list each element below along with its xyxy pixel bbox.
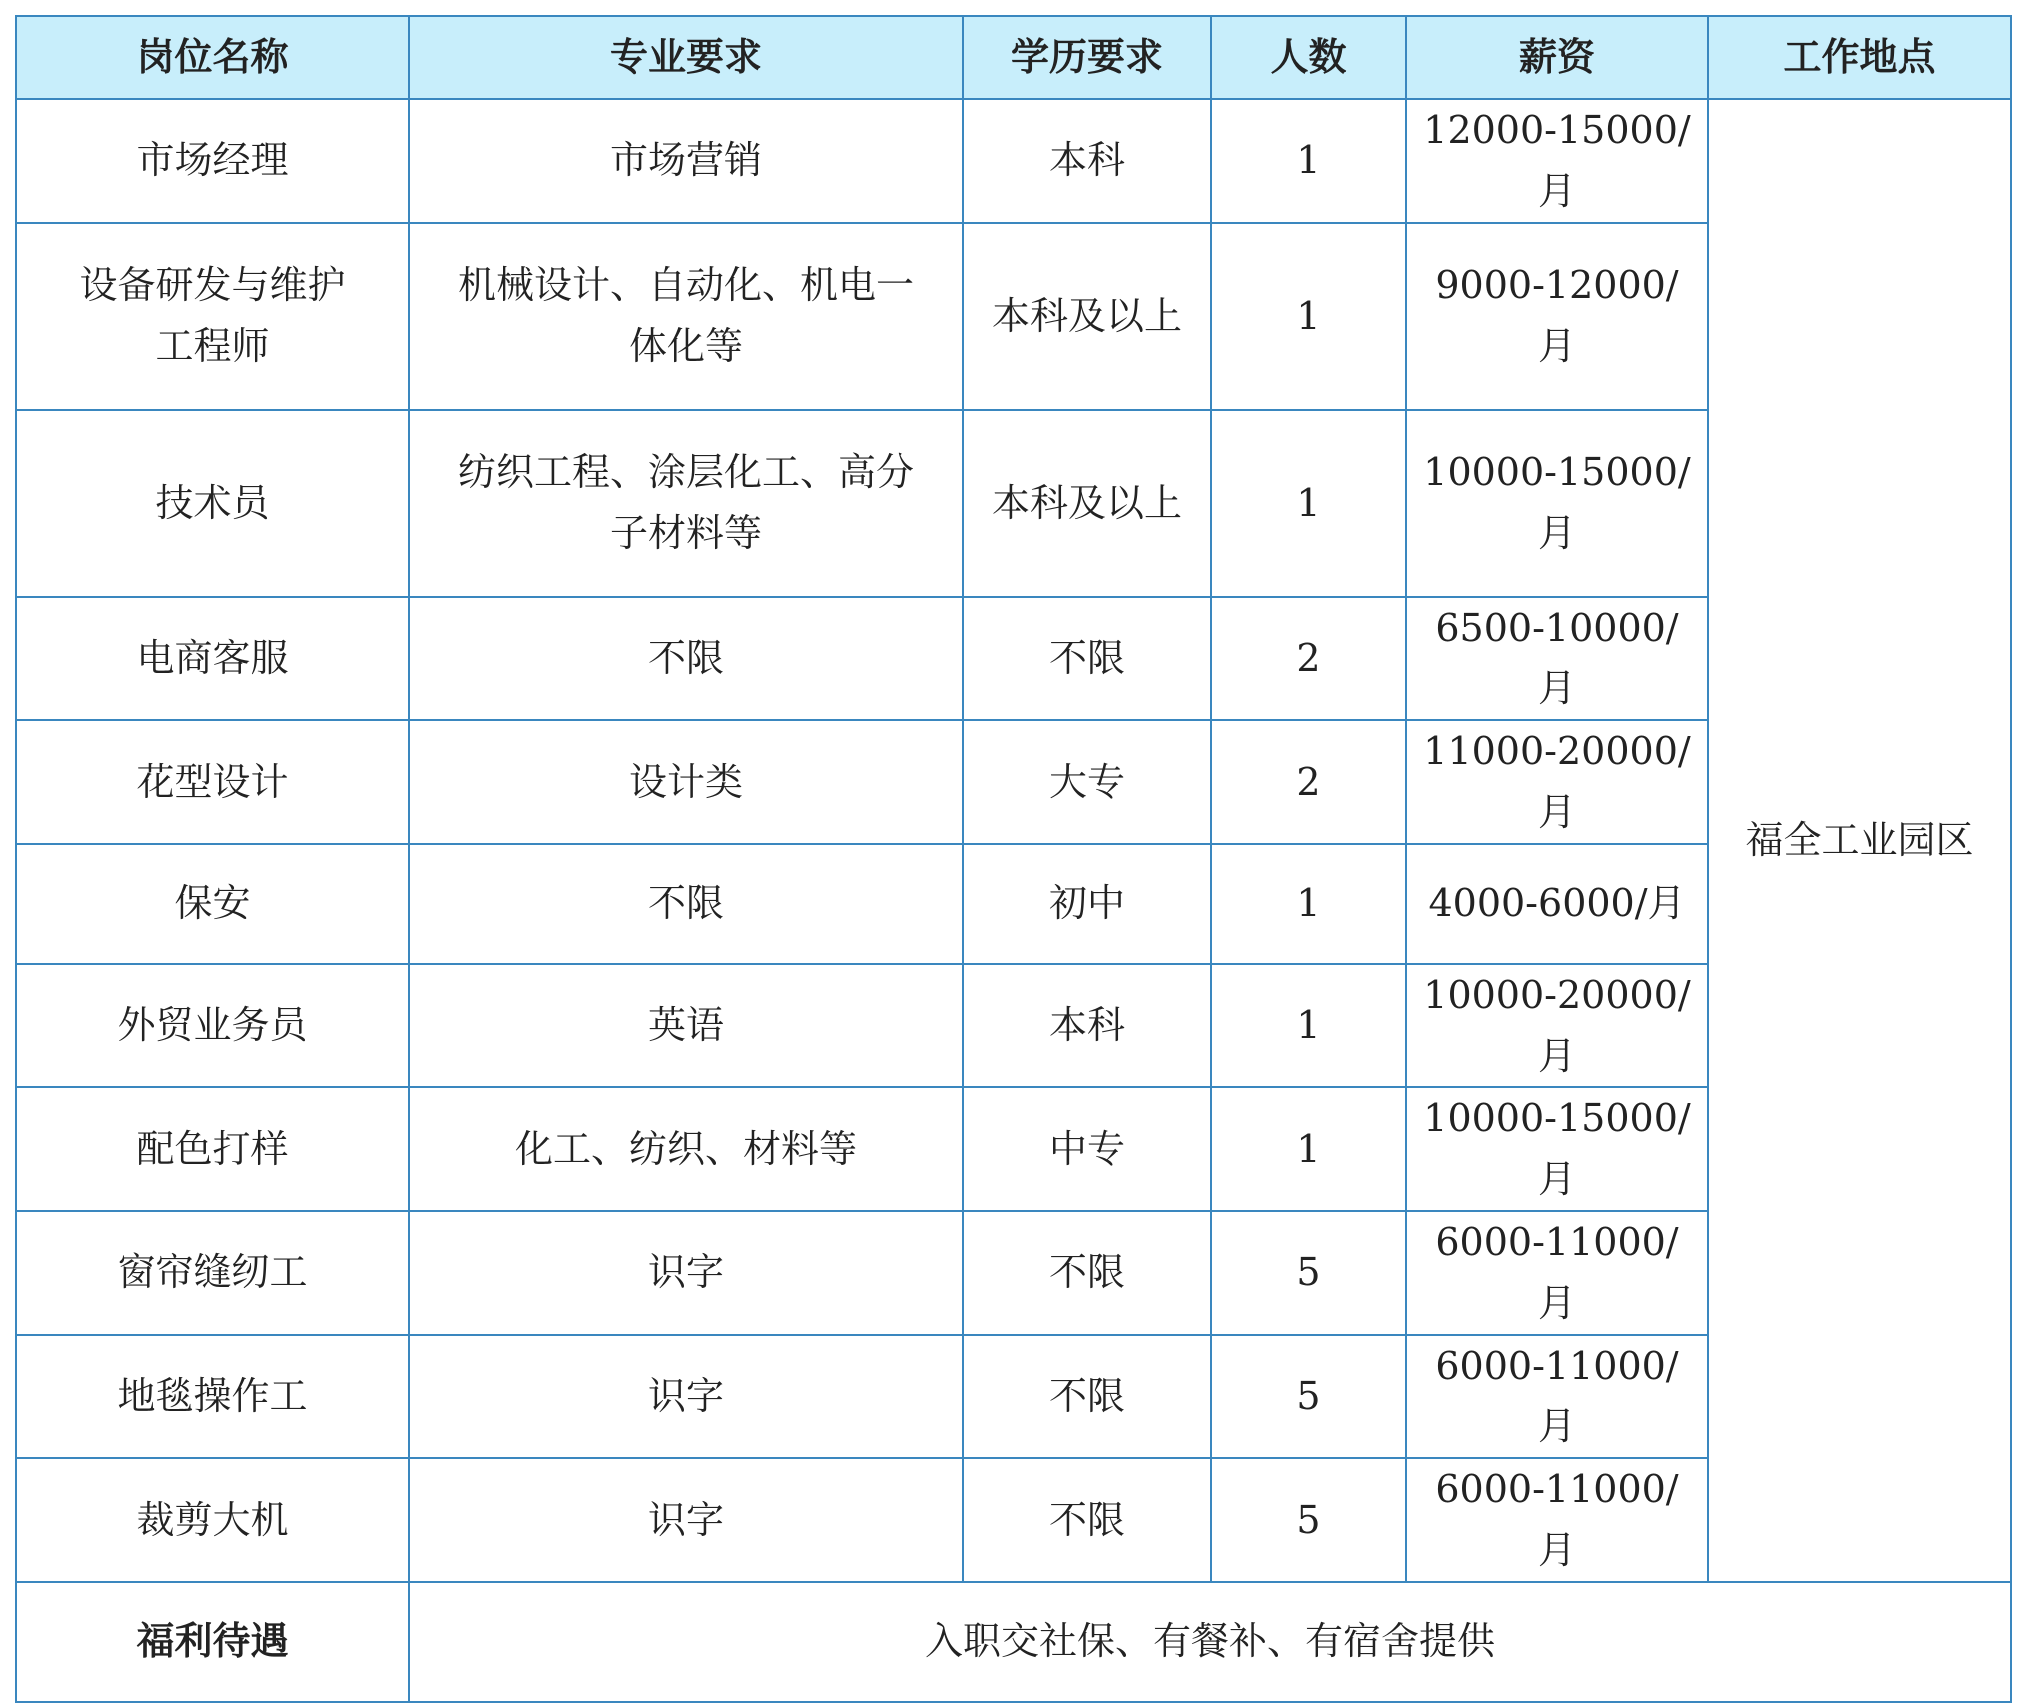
education-cell: 本科及以上 bbox=[963, 223, 1211, 410]
job-title-cell: 保安 bbox=[16, 844, 409, 964]
major-cell: 设计类 bbox=[409, 720, 963, 844]
salary-cell: 6000-11000/月 bbox=[1406, 1458, 1708, 1582]
header-location: 工作地点 bbox=[1708, 16, 2011, 99]
count-cell: 1 bbox=[1211, 964, 1406, 1088]
salary-cell: 11000-20000/月 bbox=[1406, 720, 1708, 844]
job-title-cell: 配色打样 bbox=[16, 1087, 409, 1211]
table-row bbox=[16, 99, 2011, 223]
salary-cell: 10000-15000/月 bbox=[1406, 410, 1708, 597]
salary-cell: 10000-15000/月 bbox=[1406, 1087, 1708, 1211]
count-cell: 5 bbox=[1211, 1458, 1406, 1582]
job-title-cell bbox=[16, 223, 409, 410]
education-cell: 本科 bbox=[963, 99, 1211, 223]
education-cell: 本科及以上 bbox=[963, 410, 1211, 597]
major-cell: 英语 bbox=[409, 964, 963, 1088]
major-cell: 识字 bbox=[409, 1335, 963, 1459]
education-cell: 不限 bbox=[963, 1335, 1211, 1459]
location-cell: 福全工业园区 bbox=[1708, 99, 2011, 1582]
education-cell: 不限 bbox=[963, 1458, 1211, 1582]
header-count: 人数 bbox=[1211, 16, 1406, 99]
major-cell: 化工、纺织、材料等 bbox=[409, 1087, 963, 1211]
count-cell: 1 bbox=[1211, 844, 1406, 964]
salary-cell: 10000-20000/月 bbox=[1406, 964, 1708, 1088]
salary-cell: 6500-10000/月 bbox=[1406, 597, 1708, 721]
job-title-cell: 市场经理 bbox=[16, 99, 409, 223]
salary-cell: 6000-11000/月 bbox=[1406, 1335, 1708, 1459]
job-title-text: 设备研发与维护工程师 bbox=[79, 263, 346, 369]
major-cell bbox=[409, 410, 963, 597]
header-job-title: 岗位名称 bbox=[16, 16, 409, 99]
major-cell bbox=[409, 223, 963, 410]
education-cell: 初中 bbox=[963, 844, 1211, 964]
count-cell: 5 bbox=[1211, 1211, 1406, 1335]
welfare-label: 福利待遇 bbox=[16, 1582, 409, 1702]
header-salary: 薪资 bbox=[1406, 16, 1708, 99]
salary-cell: 9000-12000/月 bbox=[1406, 223, 1708, 410]
major-cell: 不限 bbox=[409, 844, 963, 964]
education-cell: 不限 bbox=[963, 1211, 1211, 1335]
job-title-cell: 技术员 bbox=[16, 410, 409, 597]
count-cell: 1 bbox=[1211, 1087, 1406, 1211]
major-cell: 不限 bbox=[409, 597, 963, 721]
salary-cell: 12000-15000/月 bbox=[1406, 99, 1708, 223]
welfare-text: 入职交社保、有餐补、有宿舍提供 bbox=[409, 1582, 2011, 1702]
education-cell: 大专 bbox=[963, 720, 1211, 844]
count-cell: 1 bbox=[1211, 99, 1406, 223]
header-major: 专业要求 bbox=[409, 16, 963, 99]
salary-cell: 4000-6000/月 bbox=[1406, 844, 1708, 964]
job-title-cell: 窗帘缝纫工 bbox=[16, 1211, 409, 1335]
job-title-cell: 裁剪大机 bbox=[16, 1458, 409, 1582]
count-cell: 2 bbox=[1211, 597, 1406, 721]
major-cell: 市场营销 bbox=[409, 99, 963, 223]
header-education: 学历要求 bbox=[963, 16, 1211, 99]
job-title-cell: 外贸业务员 bbox=[16, 964, 409, 1088]
major-text: 机械设计、自动化、机电一体化等 bbox=[457, 263, 914, 369]
education-cell: 不限 bbox=[963, 597, 1211, 721]
job-title-cell: 花型设计 bbox=[16, 720, 409, 844]
major-cell: 识字 bbox=[409, 1458, 963, 1582]
count-cell: 2 bbox=[1211, 720, 1406, 844]
count-cell: 1 bbox=[1211, 223, 1406, 410]
major-cell: 识字 bbox=[409, 1211, 963, 1335]
job-title-cell: 电商客服 bbox=[16, 597, 409, 721]
education-cell: 本科 bbox=[963, 964, 1211, 1088]
education-cell: 中专 bbox=[963, 1087, 1211, 1211]
count-cell: 1 bbox=[1211, 410, 1406, 597]
welfare-row bbox=[16, 1582, 2011, 1702]
salary-cell: 6000-11000/月 bbox=[1406, 1211, 1708, 1335]
major-text: 纺织工程、涂层化工、高分子材料等 bbox=[457, 450, 914, 556]
count-cell: 5 bbox=[1211, 1335, 1406, 1459]
job-listing-table bbox=[15, 15, 2012, 1703]
job-title-cell: 地毯操作工 bbox=[16, 1335, 409, 1459]
header-row bbox=[16, 16, 2011, 99]
